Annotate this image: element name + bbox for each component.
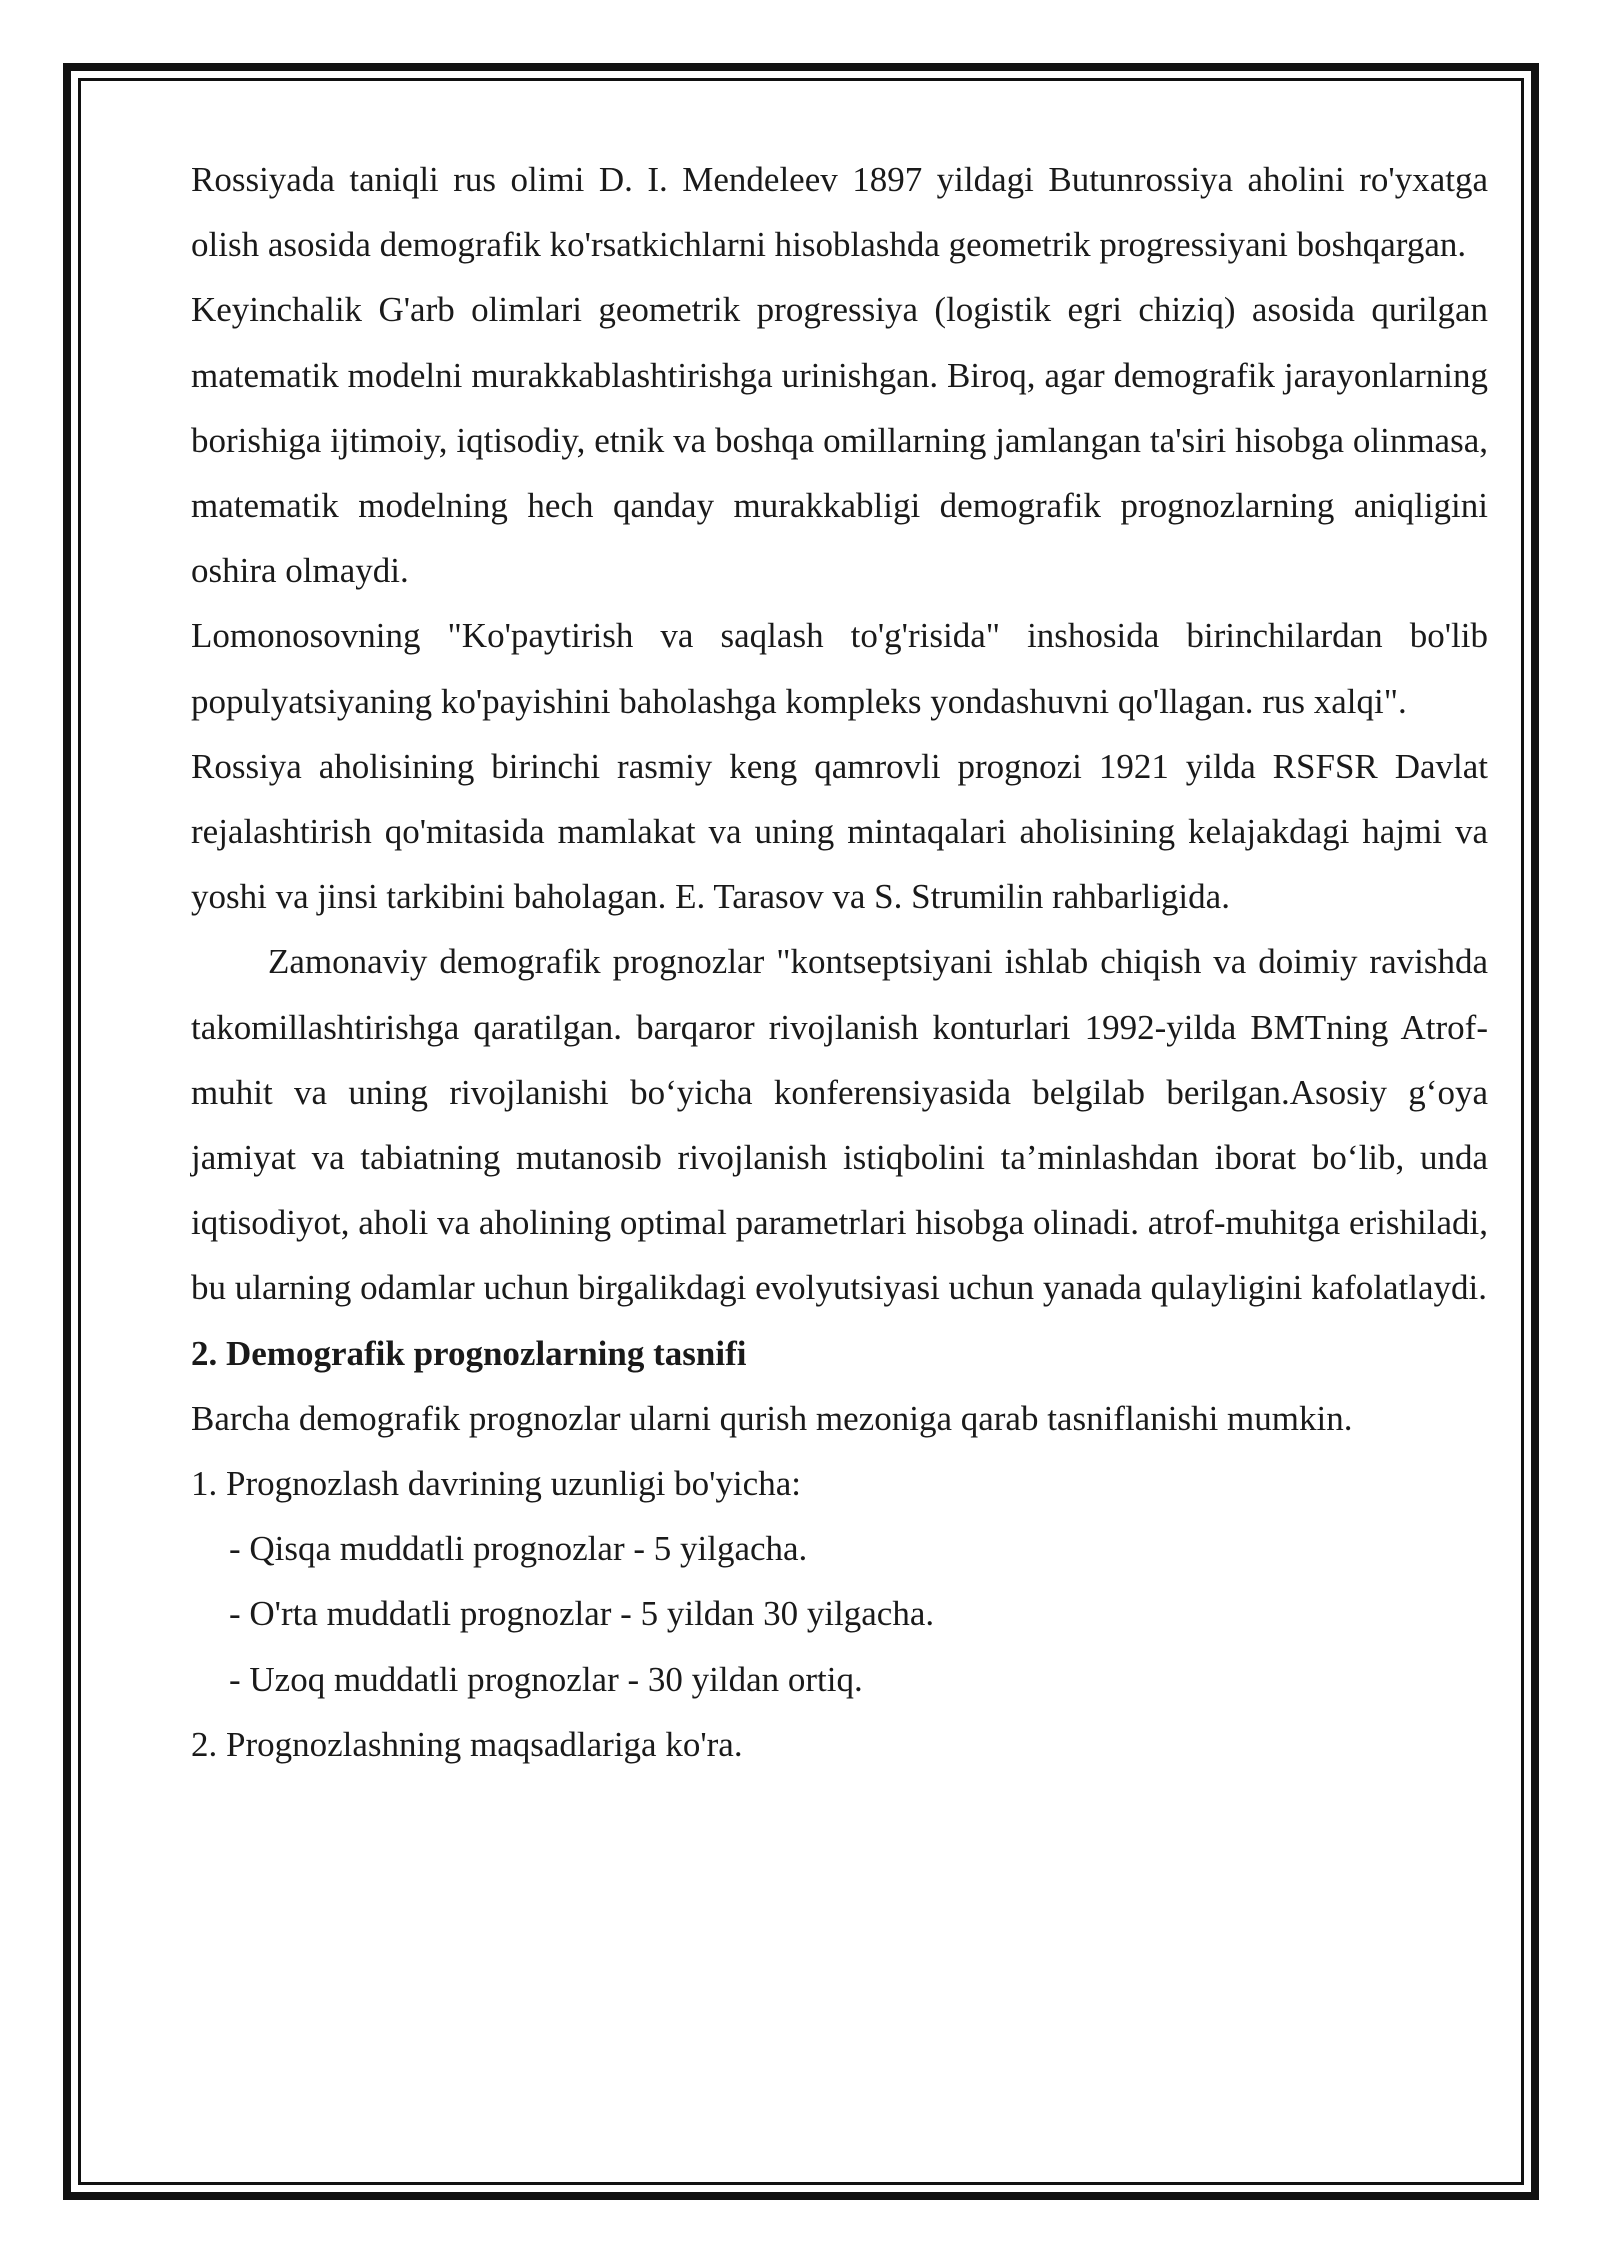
list-sub-item: - O'rta muddatli prognozlar - 5 yildan 30 yilgacha. <box>229 1594 935 1634</box>
paragraph-modern-forecasts: Zamonaviy demografik prognozlar "kontseptsiyani ishlab chiqish va doimiy ravishda takomillashtirishga qaratilgan. barqaror rivojlanish konturlari 1992-yilda BMTning Atrof-muhit va uning rivojlanishi bo‘yicha konferensiyasida belgilab berilgan.Asosiy g‘oya jamiyat va tabiatning mutanosib rivojlanish istiqbolini ta’minlashdan iborat bo‘lib, unda iqtisodiyot, aholi va aholining optimal parametrlari hisobga olinadi. atrof-muhitga erishiladi, bu ularning odamlar uchun birgalikdagi evolyutsiyasi uchun yanada qulayligini kafolatlaydi. <box>191 942 1488 1308</box>
section-intro: Barcha demografik prognozlar ularni qurish mezoniga qarab tasniflanishi mumkin. <box>191 1398 1353 1438</box>
paragraph-mendeleev: Rossiyada taniqli rus olimi D. I. Mendeleev 1897 yildagi Butunrossiya aholini ro'yxatga olish asosida demografik ko'rsatkichlarni hisoblashda geometrik progressiyani boshqargan. <box>191 160 1488 265</box>
list-sub-item: - Uzoq muddatli prognozlar - 30 yildan ortiq. <box>229 1659 863 1699</box>
paragraph-western-scientists: Keyinchalik G'arb olimlari geometrik progressiya (logistik egri chiziq) asosida qurilgan matematik modelni murakkablashtirishga urinishgan. Biroq, agar demografik jarayonlarning borishiga ijtimoiy, iqtisodiy, etnik va boshqa omillarning jamlangan ta'siri hisobga olinmasa, matematik modelning hech qanday murakkabligi demografik prognozlarning aniqligini oshira olmaydi. <box>191 290 1488 591</box>
list-item-1: 1. Prognozlash davrining uzunligi bo'yicha: <box>191 1464 801 1504</box>
list-item-2: 2. Prognozlashning maqsadlariga ko'ra. <box>191 1724 743 1764</box>
list-sub-item: - Qisqa muddatli prognozlar - 5 yilgacha. <box>229 1529 808 1569</box>
document-body <box>191 147 1488 1777</box>
paragraph-lomonosov: Lomonosovning "Ko'paytirish va saqlash to'g'risida" inshosida birinchilardan bo'lib populyatsiyaning ko'payishini baholashga kompleks yondashuvni qo'llagan. rus xalqi". <box>191 616 1488 721</box>
section-heading: 2. Demografik prognozlarning tasnifi <box>191 1333 747 1373</box>
paragraph-first-forecast: Rossiya aholisining birinchi rasmiy keng qamrovli prognozi 1921 yilda RSFSR Davlat rejalashtirish qo'mitasida mamlakat va uning mintaqalari aholisining kelajakdagi hajmi va yoshi va jinsi tarkibini baholagan. E. Tarasov va S. Strumilin rahbarligida. <box>191 746 1488 917</box>
